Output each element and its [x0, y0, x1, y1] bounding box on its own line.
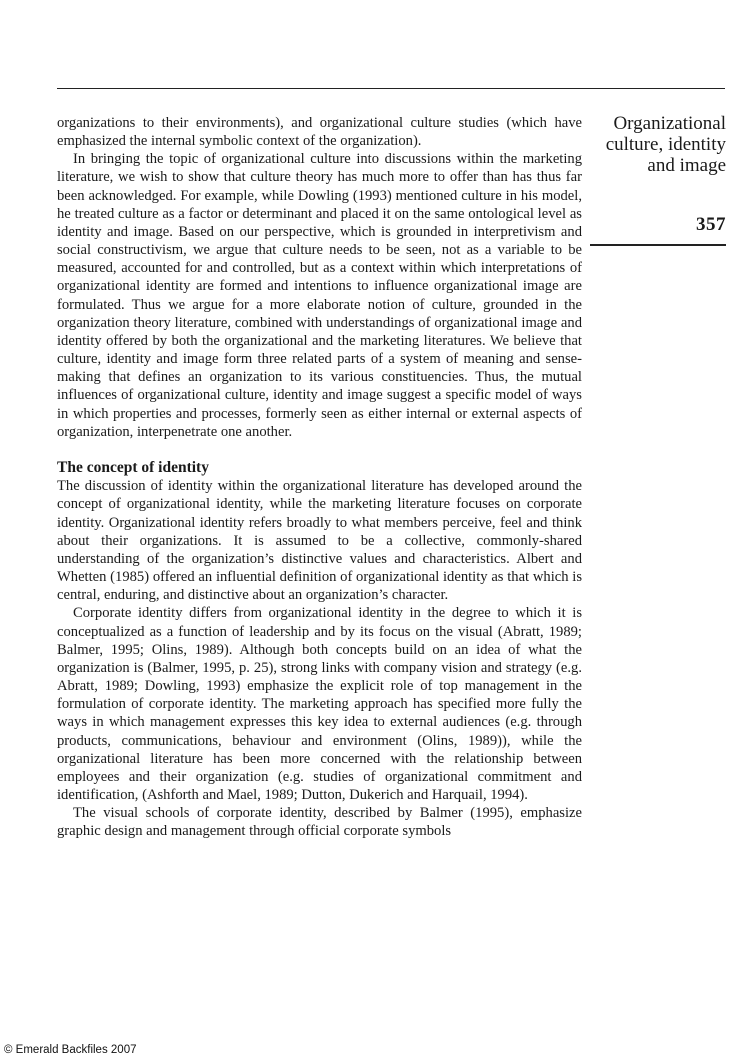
paragraph: The discussion of identity within the organizational literature has developed around the concept of organizational identity, while the marketing literature focuses on corporate identity. Organizational identity refers broadly to what members perceive, feel and think about their organizations. It is assumed to be a collective, commonly-shared understanding of the organization’s distinctive values and characteristics. Albert and Whetten (1985) offered an influential definition of organizational identity as that which is central, enduring, and distinctive about an organization’s character.: [57, 478, 582, 604]
copyright-footer: © Emerald Backfiles 2007: [4, 1044, 137, 1056]
running-title-line-2: culture, identity: [605, 134, 726, 155]
running-title-line-3: and image: [647, 155, 726, 176]
paragraph: Corporate identity differs from organizational identity in the degree to which it is conceptualized as a function of leadership and by its focus on the visual (Abratt, 1989; Balmer, 1995; Olins, 1989). Although both concepts build on an idea of what the organization is (Balmer, 1995, p. 25), strong links with company vision and strategy (e.g. Abratt, 1989; Dowling, 1993) emphasize the explicit role of top management in the formulation of corporate identity. The marketing approach has specified more fully the ways in which management expresses this key idea to external audiences (e.g. through products, communications, behaviour and environment (Olins, 1989)), while the organizational literature has been more concerned with the relationship between employees and their organization (e.g. studies of organizational commitment and identification, (Ashforth and Mael, 1989; Dutton, Dukerich and Harquail, 1994).: [57, 605, 582, 803]
paragraph-continued: organizations to their environments), and organizational culture studies (which have emphasized the internal symbolic context of the organization).: [57, 115, 582, 150]
paragraph: In bringing the topic of organizational culture into discussions within the marketing literature, we wish to show that culture theory has much more to offer than has thus far been acknowledged. For example, while Dowling (1993) mentioned culture in his model, he treated culture as a factor or determinant and placed it on the same ontological level as identity and image. Based on our perspective, which is grounded in interpretivism and social constructivism, we argue that culture needs to be seen, not as a variable to be measured, accounted for and controlled, but as a context within which interpretations of organizational identity are formed and intentions to influence organizational image are formulated. Thus we argue for a more elaborate notion of culture, grounded in the organization theory literature, combined with understandings of organizational image and identity offered by both the organizational and the marketing literatures. We believe that culture, identity and image form three related parts of a system of meaning and sense-making that defines an organization to its various constituencies. Thus, the mutual influences of organizational culture, identity and image suggest a specific model of ways in which properties and processes, formerly seen as either internal or external aspects of organization, interpenetrate one another.: [57, 151, 582, 440]
paragraph: The visual schools of corporate identity, described by Balmer (1995), emphasize graphic design and management through official corporate symbols: [57, 805, 582, 840]
section-heading: The concept of identity: [57, 458, 209, 476]
running-title-line-1: Organizational: [613, 113, 726, 134]
side-rule: [590, 244, 726, 246]
running-head: [592, 113, 726, 235]
top-rule: [57, 88, 725, 89]
page-number: 357: [696, 214, 726, 235]
article-body: [57, 114, 582, 840]
